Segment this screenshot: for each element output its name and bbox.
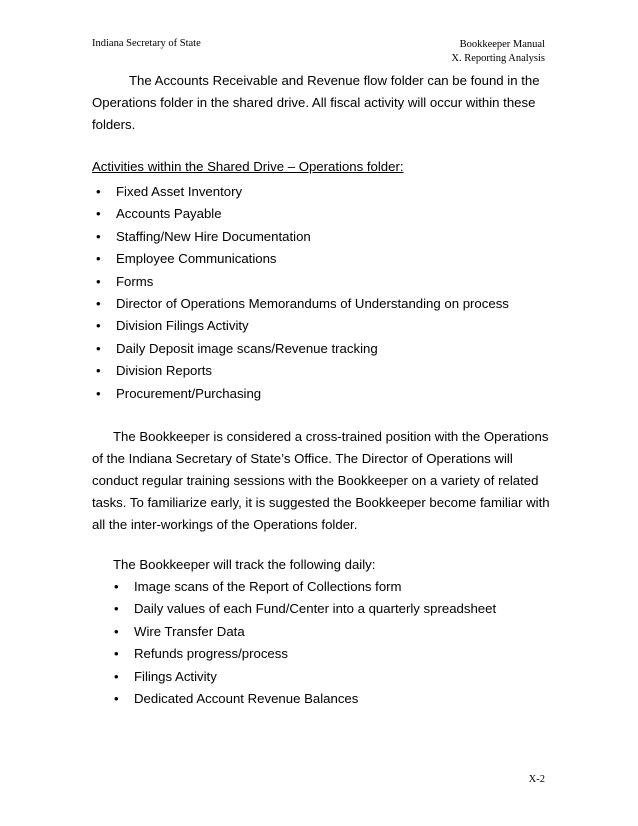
bullet-icon: • xyxy=(114,690,119,706)
list-item xyxy=(96,226,556,248)
header-chapter-title: X. Reporting Analysis xyxy=(451,53,545,64)
list-item-text: Division Reports xyxy=(116,363,213,379)
list-item-text: Accounts Payable xyxy=(116,206,222,222)
list-item-text: Refunds progress/process xyxy=(134,646,288,662)
list-item-text: Division Filings Activity xyxy=(116,318,249,334)
intro-paragraph: The Accounts Receivable and Revenue flow folder can be found in the Operations folder in the shared drive. All fiscal activity will occur within these folders. xyxy=(92,73,540,132)
header-section xyxy=(451,38,545,66)
list-item xyxy=(96,271,556,293)
bullet-icon: • xyxy=(96,363,101,379)
activities-heading: Activities within the Shared Drive – Operations folder: xyxy=(92,159,404,174)
list-item-text: Dedicated Account Revenue Balances xyxy=(134,690,359,706)
list-item xyxy=(114,621,554,643)
activities-list xyxy=(96,181,556,405)
list-item-text: Fixed Asset Inventory xyxy=(116,184,243,199)
bullet-icon: • xyxy=(114,623,119,639)
bullet-icon: • xyxy=(114,601,119,617)
list-item xyxy=(96,293,556,315)
header-manual-title: Bookkeeper Manual xyxy=(459,39,545,50)
header-organization: Indiana Secretary of State xyxy=(92,38,201,49)
daily-intro-block xyxy=(92,554,550,576)
bullet-icon: • xyxy=(96,318,101,334)
list-item xyxy=(96,203,556,225)
list-item-text: Employee Communications xyxy=(116,251,277,267)
list-item xyxy=(96,315,556,337)
list-item xyxy=(96,181,556,203)
list-item xyxy=(114,688,554,710)
list-item-text: Filings Activity xyxy=(134,668,217,684)
list-item xyxy=(114,598,554,620)
bullet-icon: • xyxy=(96,273,101,289)
bullet-icon: • xyxy=(114,646,119,662)
daily-intro: The Bookkeeper will track the following daily: xyxy=(113,557,376,572)
list-item-text: Procurement/Purchasing xyxy=(116,385,262,401)
bullet-icon: • xyxy=(96,251,101,267)
bullet-icon: • xyxy=(96,228,101,244)
bullet-icon: • xyxy=(96,385,101,401)
list-item-text: Wire Transfer Data xyxy=(134,623,245,639)
list-item-text: Daily values of each Fund/Center into a quarterly spreadsheet xyxy=(134,601,497,617)
bullet-icon: • xyxy=(114,579,119,594)
intro-paragraph-block xyxy=(92,70,550,136)
bookkeeper-paragraph: The Bookkeeper is considered a cross-trained position with the Operations of the Indiana Secretary of State’s Office. The Director of Operations will conduct regular training sessions with the Bookkeeper on a variety of related tasks. To familiarize early, it is suggested the Bookkeeper become familiar with all the inter-workings of the Operations folder. xyxy=(92,429,550,532)
daily-tracking-list xyxy=(114,576,554,710)
list-item-text: Staffing/New Hire Documentation xyxy=(116,228,311,244)
list-item-text: Image scans of the Report of Collections form xyxy=(134,579,402,594)
bookkeeper-paragraph-block xyxy=(92,426,550,536)
bullet-icon: • xyxy=(114,668,119,684)
list-item xyxy=(96,248,556,270)
bullet-icon: • xyxy=(96,206,101,222)
list-item xyxy=(96,360,556,382)
list-item xyxy=(114,666,554,688)
list-item-text: Director of Operations Memorandums of Understanding on process xyxy=(116,295,509,311)
list-item-text: Forms xyxy=(116,273,154,289)
list-item xyxy=(114,643,554,665)
bullet-icon: • xyxy=(96,295,101,311)
list-item-text: Daily Deposit image scans/Revenue tracking xyxy=(116,340,378,356)
bullet-icon: • xyxy=(96,340,101,356)
list-item xyxy=(96,383,556,405)
bullet-icon: • xyxy=(96,184,101,199)
list-item xyxy=(96,338,556,360)
page-number: X-2 xyxy=(528,774,545,785)
list-item xyxy=(114,576,554,598)
